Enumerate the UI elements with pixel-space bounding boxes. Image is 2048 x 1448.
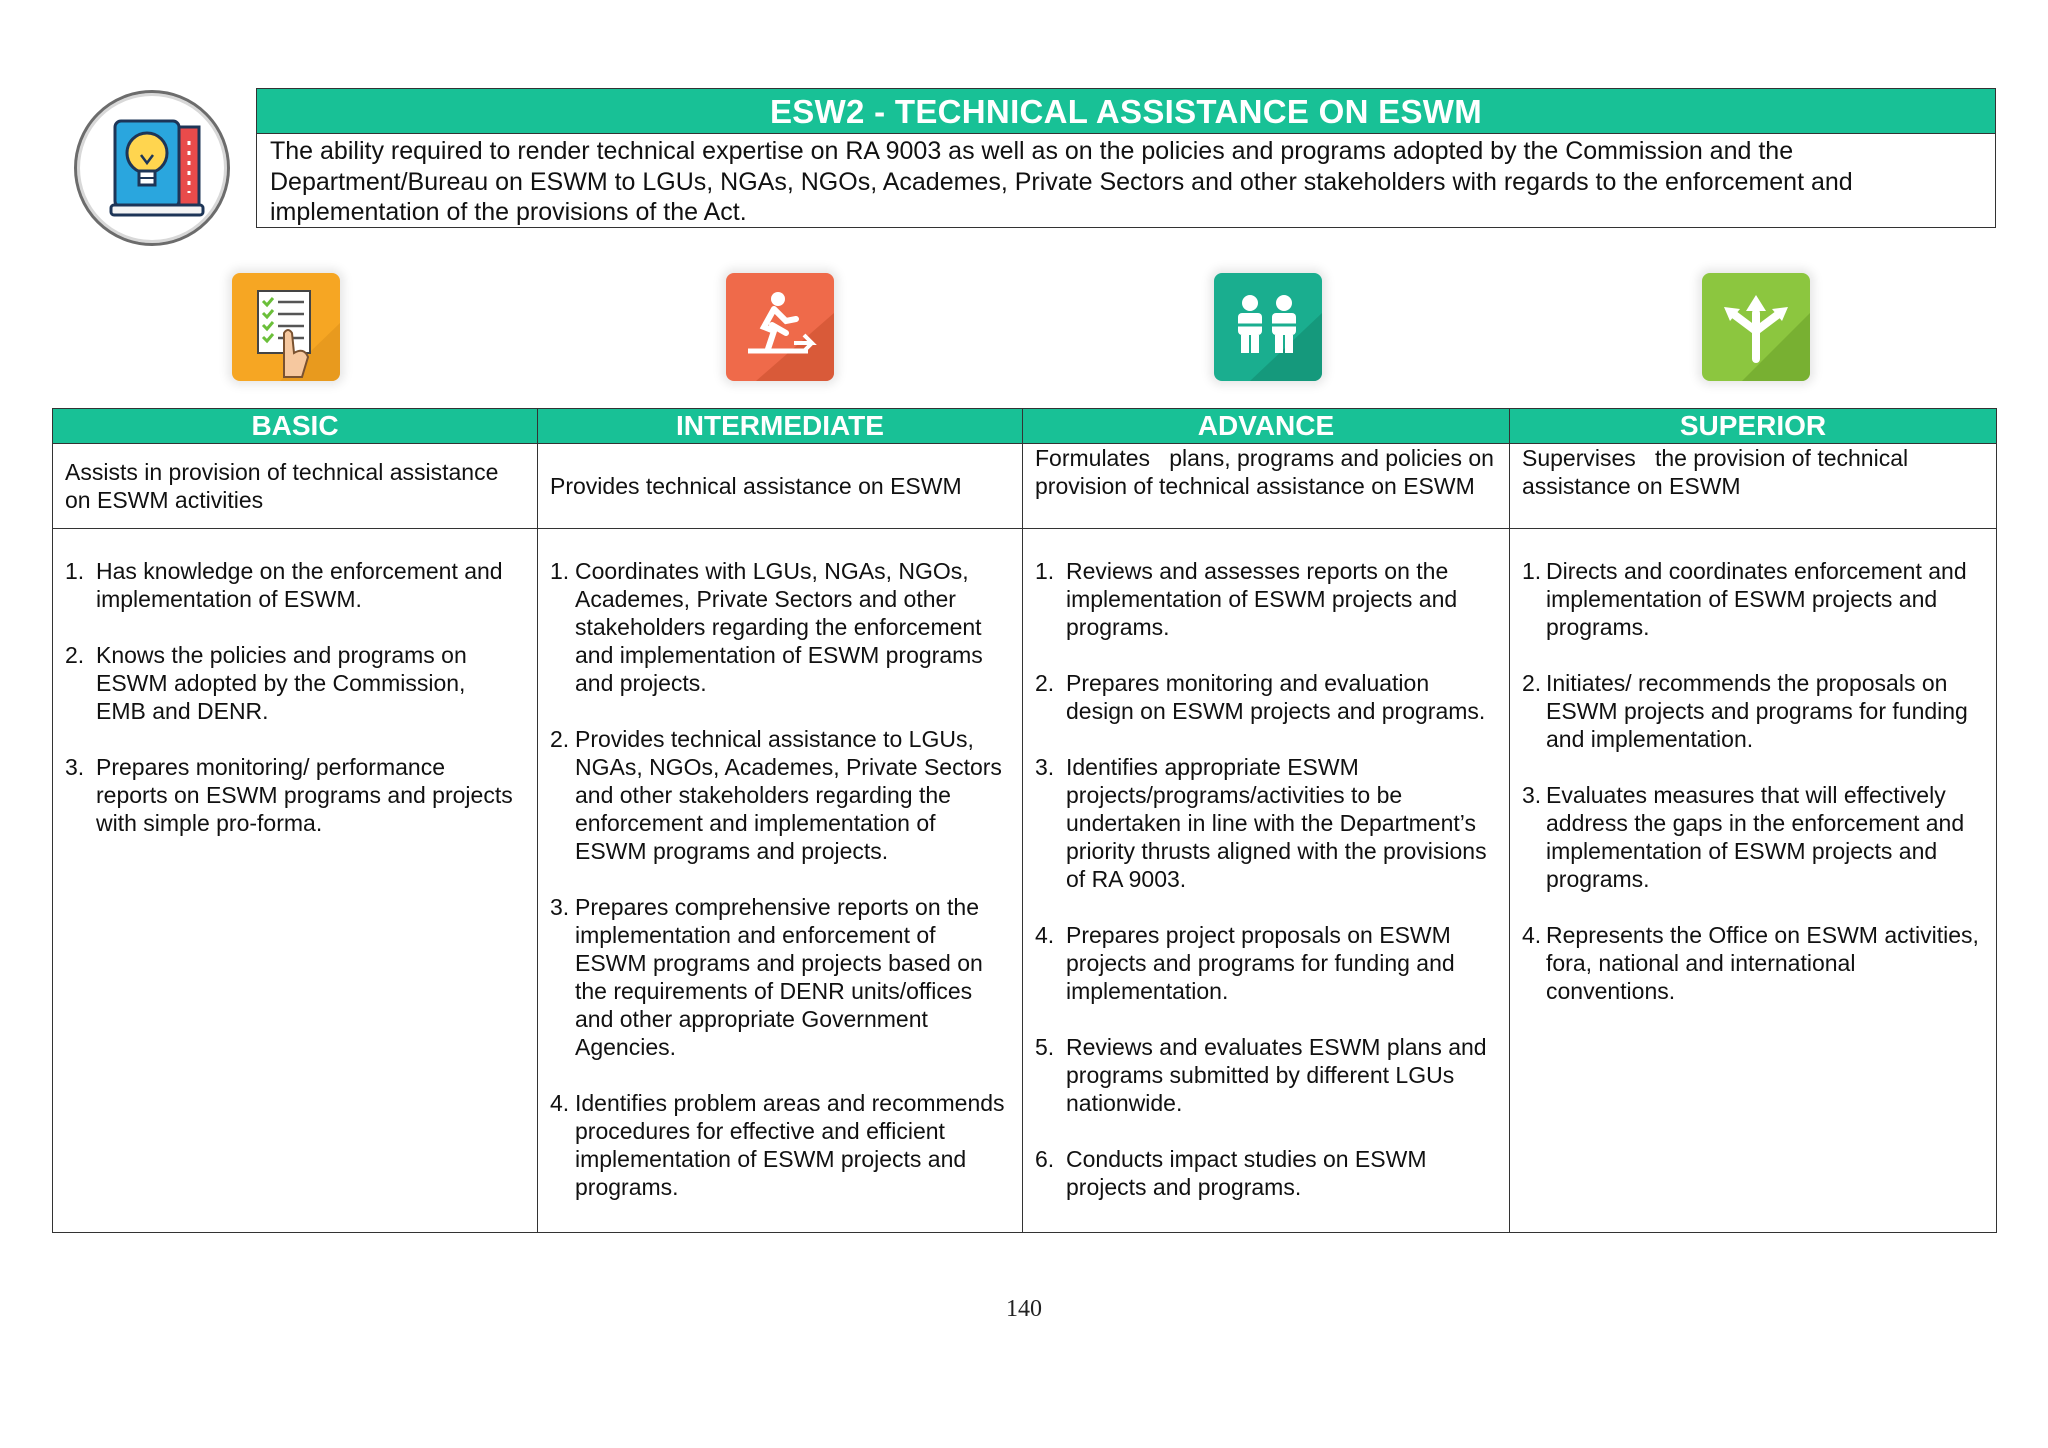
competency-header bbox=[256, 88, 1996, 228]
advance-indicator-list bbox=[1023, 529, 1509, 1201]
superior-indicators-cell bbox=[1510, 529, 1997, 1233]
list-item: 4. Identifies problem areas and recommends procedures for effective and efficient implementation of ESWM projects and programs. bbox=[550, 1090, 1005, 1200]
competency-title: ESW2 - TECHNICAL ASSISTANCE ON ESWM bbox=[257, 89, 1995, 134]
lightbulb-book-icon bbox=[77, 93, 227, 243]
list-item: 3. Evaluates measures that will effectively address the gaps in the enforcement and implementation of ESWM projects and programs. bbox=[1522, 782, 1965, 892]
list-item: 1. Directs and coordinates enforcement and implementation of ESWM projects and programs. bbox=[1522, 558, 1967, 640]
basic-summary: Assists in provision of technical assistance on ESWM activities bbox=[65, 459, 499, 513]
list-item: 3. Prepares monitoring/ performance reports on ESWM programs and projects with simple pro-forma. bbox=[65, 754, 513, 836]
list-item: 4. Represents the Office on ESWM activities, fora, national and international conventions. bbox=[1522, 922, 1979, 1004]
list-item: 2. Prepares monitoring and evaluation design on ESWM projects and programs. bbox=[1035, 670, 1486, 724]
list-item: 4. Prepares project proposals on ESWM projects and programs for funding and implementation. bbox=[1035, 922, 1455, 1004]
list-item: 1. Coordinates with LGUs, NGAs, NGOs, Academes, Private Sectors and other stakeholders regarding the enforcement and implementation of ESWM programs and projects. bbox=[550, 558, 983, 696]
checklist-hand-icon bbox=[232, 273, 340, 381]
intermediate-indicators-cell bbox=[538, 529, 1023, 1233]
advance-summary: Formulates plans, programs and policies on provision of technical assistance on ESWM bbox=[1035, 445, 1501, 499]
competency-logo bbox=[74, 90, 230, 246]
level-header-basic: BASIC bbox=[53, 409, 538, 444]
advance-summary-cell bbox=[1023, 444, 1510, 529]
superior-summary-cell bbox=[1510, 444, 1997, 529]
list-item: 3. Prepares comprehensive reports on the implementation and enforcement of ESWM programs and projects based on the requirements of DENR units/offices and other appropriate Government Agencies. bbox=[550, 894, 983, 1060]
running-exit-icon bbox=[726, 273, 834, 381]
list-item: 2. Knows the policies and programs on ESWM adopted by the Commission, EMB and DENR. bbox=[65, 642, 467, 724]
level-header-row bbox=[53, 409, 1997, 444]
superior-indicator-list bbox=[1510, 529, 1996, 1005]
basic-indicators-cell bbox=[53, 529, 538, 1233]
list-item: 1. Has knowledge on the enforcement and implementation of ESWM. bbox=[65, 558, 503, 612]
basic-summary-cell bbox=[53, 444, 538, 529]
intermediate-summary: Provides technical assistance on ESWM bbox=[550, 473, 962, 499]
level-summary-row bbox=[53, 444, 1997, 529]
branching-arrows-icon bbox=[1702, 273, 1810, 381]
basic-indicator-list bbox=[53, 529, 537, 837]
intermediate-indicator-list bbox=[538, 529, 1022, 1201]
level-header-advance: ADVANCE bbox=[1023, 409, 1510, 444]
list-item: 5. Reviews and evaluates ESWM plans and programs submitted by different LGUs nationwide. bbox=[1035, 1034, 1487, 1116]
list-item: 1. Reviews and assesses reports on the implementation of ESWM projects and programs. bbox=[1035, 558, 1458, 640]
list-item: 3. Identifies appropriate ESWM projects/programs/activities to be undertaken in line with the Department’s priority thrusts aligned with the provisions of RA 9003. bbox=[1035, 754, 1487, 892]
list-item: 2. Initiates/ recommends the proposals on ESWM projects and programs for funding and implementation. bbox=[1522, 670, 1968, 752]
list-item: 2. Provides technical assistance to LGUs, NGAs, NGOs, Academes, Private Sectors and other stakeholders regarding the enforcement and implementation of ESWM programs and projects. bbox=[550, 726, 1002, 864]
level-indicators-row bbox=[53, 529, 1997, 1233]
page-number: 140 bbox=[1006, 1296, 1042, 1322]
people-pair-icon bbox=[1214, 273, 1322, 381]
competency-levels-table bbox=[52, 408, 1997, 1233]
advance-indicators-cell bbox=[1023, 529, 1510, 1233]
level-header-superior: SUPERIOR bbox=[1510, 409, 1997, 444]
list-item: 6. Conducts impact studies on ESWM projects and programs. bbox=[1035, 1146, 1427, 1200]
superior-summary: Supervises the provision of technical assistance on ESWM bbox=[1522, 445, 1915, 499]
level-header-intermediate: INTERMEDIATE bbox=[538, 409, 1023, 444]
competency-description: The ability required to render technical expertise on RA 9003 as well as on the policies and programs adopted by the Commission and the Department/Bureau on ESWM to LGUs, NGAs, NGOs, Academes, Private Sectors and other stakeholders with regards to the enforcement and implementation of the provisions of the Act. bbox=[270, 137, 1853, 226]
intermediate-summary-cell bbox=[538, 444, 1023, 529]
